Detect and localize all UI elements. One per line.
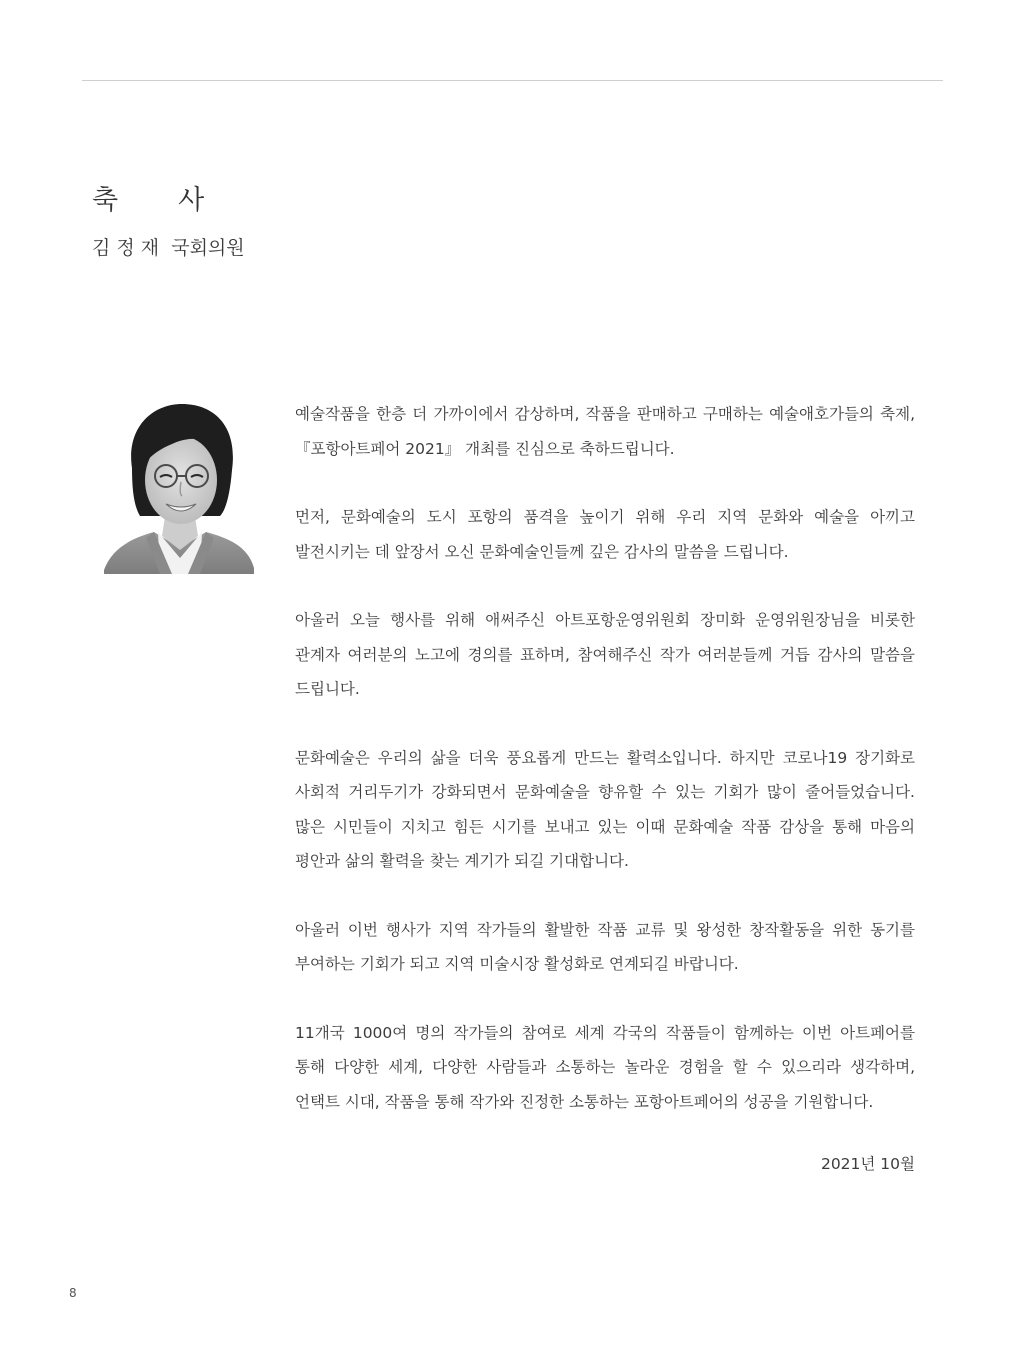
- paragraph: 문화예술은 우리의 삶을 더욱 풍요롭게 만드는 활력소입니다. 하지만 코로나19 장기화로 사회적 거리두기가 강화되면서 문화예술을 향유할 수 있는 기회가 많이 줄어들었습니다. 많은 시민들이 지치고 힘든 시기를 보내고 있는 이때 문화예술 작품 감상을 통해 마음의 평안과 삶의 활력을 찾는 계기가 되길 기대합니다.: [295, 748, 915, 870]
- paragraph: 아울러 이번 행사가 지역 작가들의 활발한 작품 교류 및 왕성한 창작활동을 위한 동기를 부여하는 기회가 되고 지역 미술시장 활성화로 연계되길 바랍니다.: [295, 920, 915, 973]
- page-title: 축 사: [92, 185, 205, 216]
- person-portrait-icon: [102, 398, 258, 574]
- letter-body: [295, 397, 915, 1153]
- page-number: 8: [69, 1286, 77, 1300]
- paragraph: 먼저, 문화예술의 도시 포항의 품격을 높이기 위해 우리 지역 문화와 예술을 아끼고 발전시키는 데 앞장서 오신 문화예술인들께 깊은 감사의 말씀을 드립니다.: [295, 508, 915, 561]
- paragraph: 11개국 1000여 명의 작가들의 참여로 세계 각국의 작품들이 함께하는 이번 아트페어를 통해 다양한 세계, 다양한 사람들과 소통하는 놀라운 경험을 할 수 있으리라 생각하며, 언택트 시대, 작품을 통해 작가와 진정한 소통하는 포항아트페어의 성공을 기원합니다.: [295, 1023, 915, 1111]
- paragraph: 아울러 오늘 행사를 위해 애써주신 아트포항운영위원회 장미화 운영위원장님을 비롯한 관계자 여러분의 노고에 경의를 표하며, 참여해주신 작가 여러분들께 거듭 감사의 말씀을 드립니다.: [295, 611, 915, 698]
- author-name: 김 정 재 국회의원: [92, 237, 245, 259]
- top-divider: [82, 80, 943, 81]
- letter-date: 2021년 10월: [820, 1155, 915, 1173]
- paragraph: 예술작품을 한층 더 가까이에서 감상하며, 작품을 판매하고 구매하는 예술애호가들의 축제, 『포항아트페어 2021』 개최를 진심으로 축하드립니다.: [295, 405, 915, 458]
